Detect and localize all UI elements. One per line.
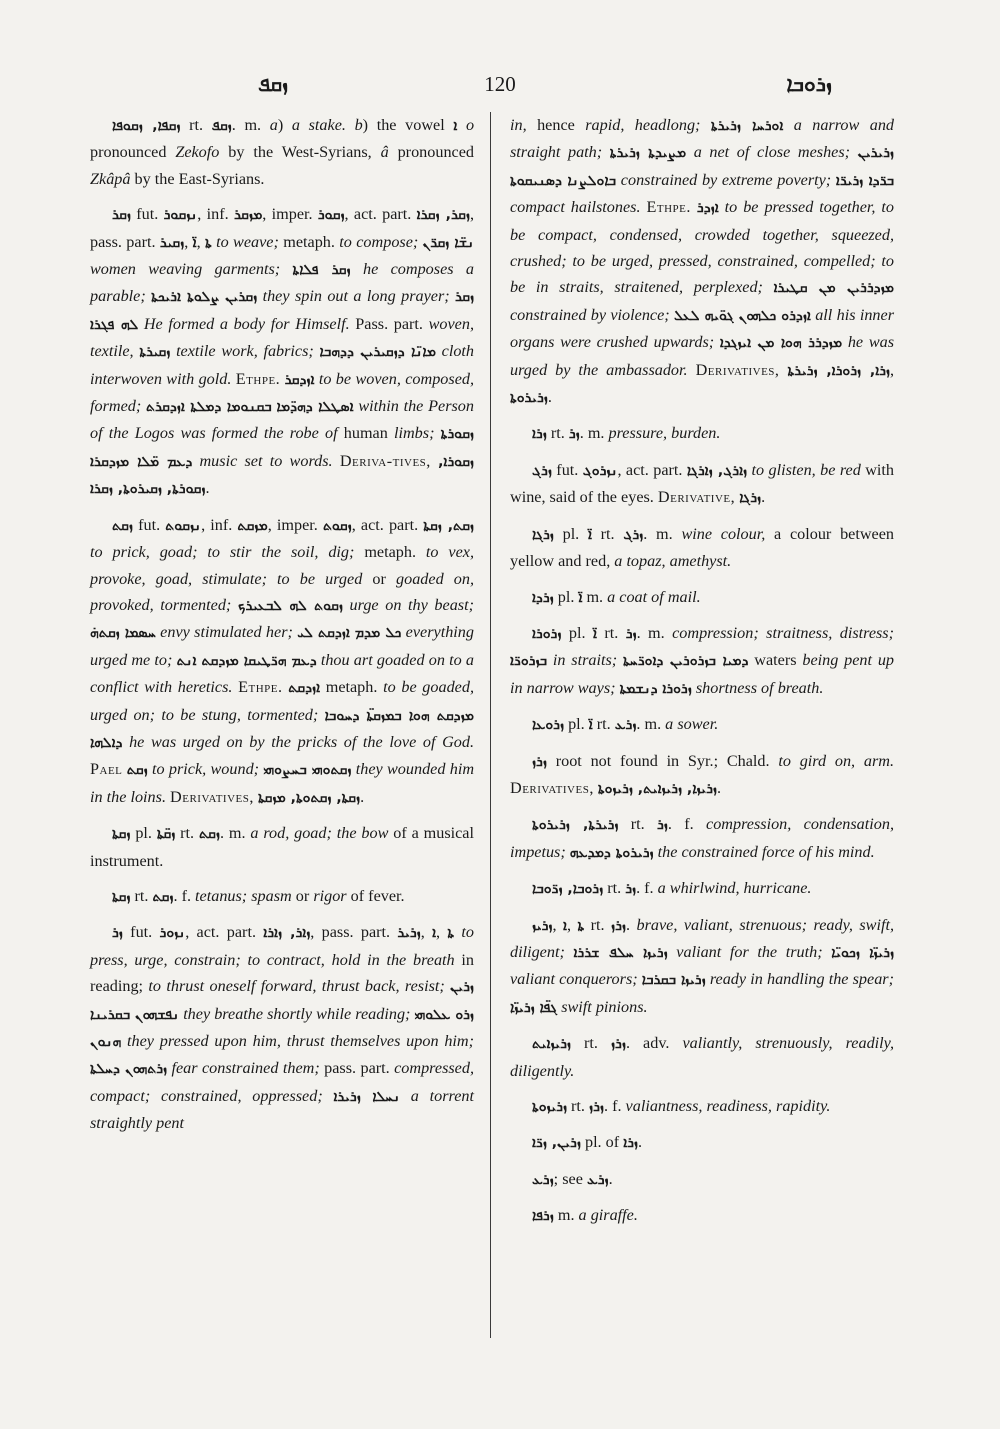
dictionary-entry: ܙܩܬܐ pl. ܙܩ̈ܬܐ rt. ܙܩܬ. m. a rod, goad; the bow of a musical instrument. [90,824,474,870]
dictionary-entry: ܙܩܦܐ, ܙܩܘܦܐ rt. ܙܩܦ. m. a) a stake. b) the vowel ܐ o pronounced Zekofo by the West-Syrians, â pronounced Zkâpâ by the East-Syrians. [90,116,475,188]
dictionary-entry: ܙܪܘܪܐ pl. ܐ̈ rt. ܙܪ. m. compression; straitness, distress; ܒܙܪܘܪ̈ܐ in straits; ܕܡܝܐ ܒܙܪܘܪܝܢ ܕܐܘܪ̈ܚܬܐ waters being pent up in narrow ways; ܙܪܘܪܐ ܕܢܫܡܬܐ shortness of breath. [510,623,895,697]
dictionary-entry: ܙܪܝܙܐܝܬ rt. ܙܪܙ. adv. valiantly, strenuously, readily, diligently. [510,1034,894,1080]
dictionary-entry: ܙܪܝܪܬܐ, ܙܪܝܪܘܬܐ rt. ܙܪ. f. compression, condensation, impetus; ܙܪܝܪܘܬܐ ܕܡܕܥܗ the constrained force of his mind. [510,815,895,861]
running-head-left-word: ܙܩܦ [258,72,289,96]
dictionary-entry: ܙܪܓܐ pl. ܐ̈ rt. ܙܪܓ. m. wine colour, a colour between yellow and red, a topaz, amethyst. [510,524,894,571]
dictionary-entry: ܙܩܬ fut. ܢܙܩܘܬ, inf. ܡܙܩܬ, imper. ܙܩܘܬ, act. part. ܙܩܬ, ܙܩܬܐ to prick, goad; to stir the soil, dig; metaph. to vex, provoke, goad, stimulate; to be urged or goaded on, provoked, tormented; ܙܩܘܬ ܠܗ ܠܒܥܝܪܟ urge on thy beast; ܚܣܡܐ ܙܩܬܗ̇ envy stimulated her; ܟܠ ܡܕܡ ܐܙܕܩܬ ܠܝ everything urged me to; ܕܥܡ ܗܪ̈ܛܝܩܐ ܡܙܕܩܬ ܐܢܬ thou art goaded on to a conflict with heretics. Ethpe. ܐܙܕܩܬ metaph. to be goaded, urged on; to be stung, tormented; ܡܙܕܩܬ ܗܘܐ ܒܡܙܩܬ̈ܐ ܕܚܘܒܐ ܕܐܠܗܐ he was urged on by the pricks of the love of God. Pael ܙܩܬ to prick, wound; ܙܩܬܘܗܝ ܒܚܨܘܗܝ they wounded him in the loins. Derivatives, ܙܩܬܐ, ܙܩܬܘܬܐ, ܡܙܩܬܐ. [90,515,475,806]
page-number: 120 [484,72,516,96]
dictionary-entry: ܙܪܙ root not found in Syr.; Chald. to gird on, arm. Derivatives, ܙܪܝܙܐ, ܙܪܝܙܐܝܬ, ܙܪܝܙܘܬܐ. [510,751,895,797]
dictionary-entry: ܙܪܝܙܘܬܐ rt. ܙܪܙ. f. valiantness, readiness, rapidity. [532,1097,831,1115]
dictionary-entry: ܙܩܪ fut. ܢܙܩܘܪ, inf. ܡܙܩܪ, imper. ܙܩܘܪ, act. part. ܙܩܪ, ܙܩܪܐ, pass. part. ܙܩܝܪ, ܐ̈, ܬܐ to weave; metaph. to compose; ܢܫ̈ܐ ܙܩܪ̈ܢ women weaving garments; ܙܩܪ ܦܠܐܬܐ he composes a parable; ܙܩܪܝܢ ܨܠܘܬܐ ܐܪܝܟܬܐ they spin out a long prayer; ܙܩܪ ܠܗ ܦܓܪܐ He formed a body for Himself. Pass. part. woven, textile, ܙܩܝܪܬܐ textile work, fabrics; ܡܐܢ̈ܐ ܕܙܩܝܪܝܢ ܕܕܗܒܐ cloth interwoven with gold. Ethpe. ܐܙܕܩܪ to be woven, composed, formed; ܒܩܢܘܡܐ ܕܡܠܬܐ ܐܙܕܩܪܬ ܐܣܛܠܐ ܕܗܕ̈ܡܐ within the Person of the Logos was formed the robe of human limbs; ܙܩܘܪܬܐ ܕܥܡ ܡ̈ܠܐ ܡܙܕܩܪܐ music set to words. Deriva-tives, ܙܩܘܪܐ, ܙܩܘܪܬܐ, ܙܩܝܪܘܬܐ, ܙܩܪܐ. [90,205,475,498]
running-head [88,72,912,100]
dictionary-entry: ܙܪܕܐ pl. ܐ̈ m. a coat of mail. [532,587,701,606]
dictionary-entry: ܙܪ fut. ܢܙܘܪ, act. part. ܙܐܪ, ܙܐܪܐ, pass. part. ܙܪܝܪ, ܐ, ܬܐ to press, urge, constrain; to contract, hold in the breath in reading; to thrust oneself forward, thrust back, resist; ܙܪܝܢ ܢܦܫܗܘܢ ܒܩܪܝܢܐ they breathe shortly while reading; ܙܪܘ ܥܠܘܗܝ ܗܢܘܢ they pressed upon him, thrust themselves upon him; ܙܪܬܗܘܢ ܕܚܠܬܐ fear constrained them; pass. part. compressed, compact; constrained, oppressed; ܢܚܠܐ ܙܪܝܪܐ a torrent straightly pent [90,923,475,1133]
dictionary-entry: ܙܪܦܐ m. a giraffe. [532,1206,638,1225]
dictionary-entry: ܙܪܝܢ, ܙܪ̈ܐ pl. of ܙܪܐ. [532,1133,643,1152]
dictionary-entry: ܙܪܘܒܐ, ܙܪ̈ܘܒܐ rt. ܙܪ. f. a whirlwind, hurricane. [532,879,812,898]
dictionary-entry: ܙܪܘܥܐ pl. ܐ̈ rt. ܙܪܥ. m. a sower. [532,715,719,734]
left-column [90,112,474,1146]
dictionary-entry: ܙܪܝܙ, ܐ, ܬܐ rt. ܙܪܙ. brave, valiant, strenuous; ready, swift, diligent; ܙܪܝܙܐ ܚܠܦ ܫܪܪܐ valiant for the truth; ܙܪܝܙ̈ܐ ܙܟܘܝ̈ܐ valiant conquerors; ܙܪܝܙܐ ܒܩܪܒܐ ready in handling the spear; ܓܦ̈ܐ ܙܪܝܙ̈ܐ swift pinions. [510,915,895,1016]
dictionary-entry: ܙܪܐ rt. ܙܪ. m. pressure, burden. [532,424,721,443]
dictionary-entry: ܙܩܬܐ rt. ܙܩܬ. f. tetanus; spasm or rigor of fever. [112,886,405,905]
column-divider [490,112,491,1338]
right-column [510,112,894,1239]
dictionary-entry: ܙܪܓ fut. ܢܙܪܘܓ, act. part. ܙܐܪܓ, ܙܐܪܓܐ to glisten, be red with wine, said of the eyes. Derivative, ܙܪܓܐ. [510,460,895,507]
running-head-right-word: ܙܪܘܒܐ [786,72,832,96]
dictionary-entry: in, hence rapid, headlong; ܐܘܪܚܐ ܙܪܝܪܬܐ a narrow and straight path; ܡܨܝܕܬܐ ܙܪܝܪܬܐ a net of close meshes; ܙܪܝܪܝܢ ܒܐܘܠܨܢܐ ܕܣܢܝܩܘܬܐ constrained by extreme poverty; ܒܪ̈ܕܐ ܙܪܝܪ̈ܐ compact hailstones. Ethpe. ܐܙܕܪ to be pressed together, to be compact, condensed, crowded together, squeezed, crushed; to be urged, pressed, constrained, compelled; to be in straits, straitened, perplexed; ܡܙܕܪܪܝܢ ܡܢ ܩܛܝܪܐ constrained by violence; ܐܙܕܪܘ ܟܠܗܘܢ ܓܘ̈ܝܗ ܠܥܠ all his inner organs were crushed upwards; ܡܙܕܪܪ ܗܘܐ ܡܢ ܐܝܙܓܕܐ he was urged by the ambassador. Derivatives, ܙܪܐ, ܙܪܘܪܐ, ܙܪܝܪܬܐ, ܙܪܝܪܘܬܐ. [510,116,895,407]
dictionary-entry: ܙܪܥ; see ܙܪܥ. [532,1169,613,1188]
